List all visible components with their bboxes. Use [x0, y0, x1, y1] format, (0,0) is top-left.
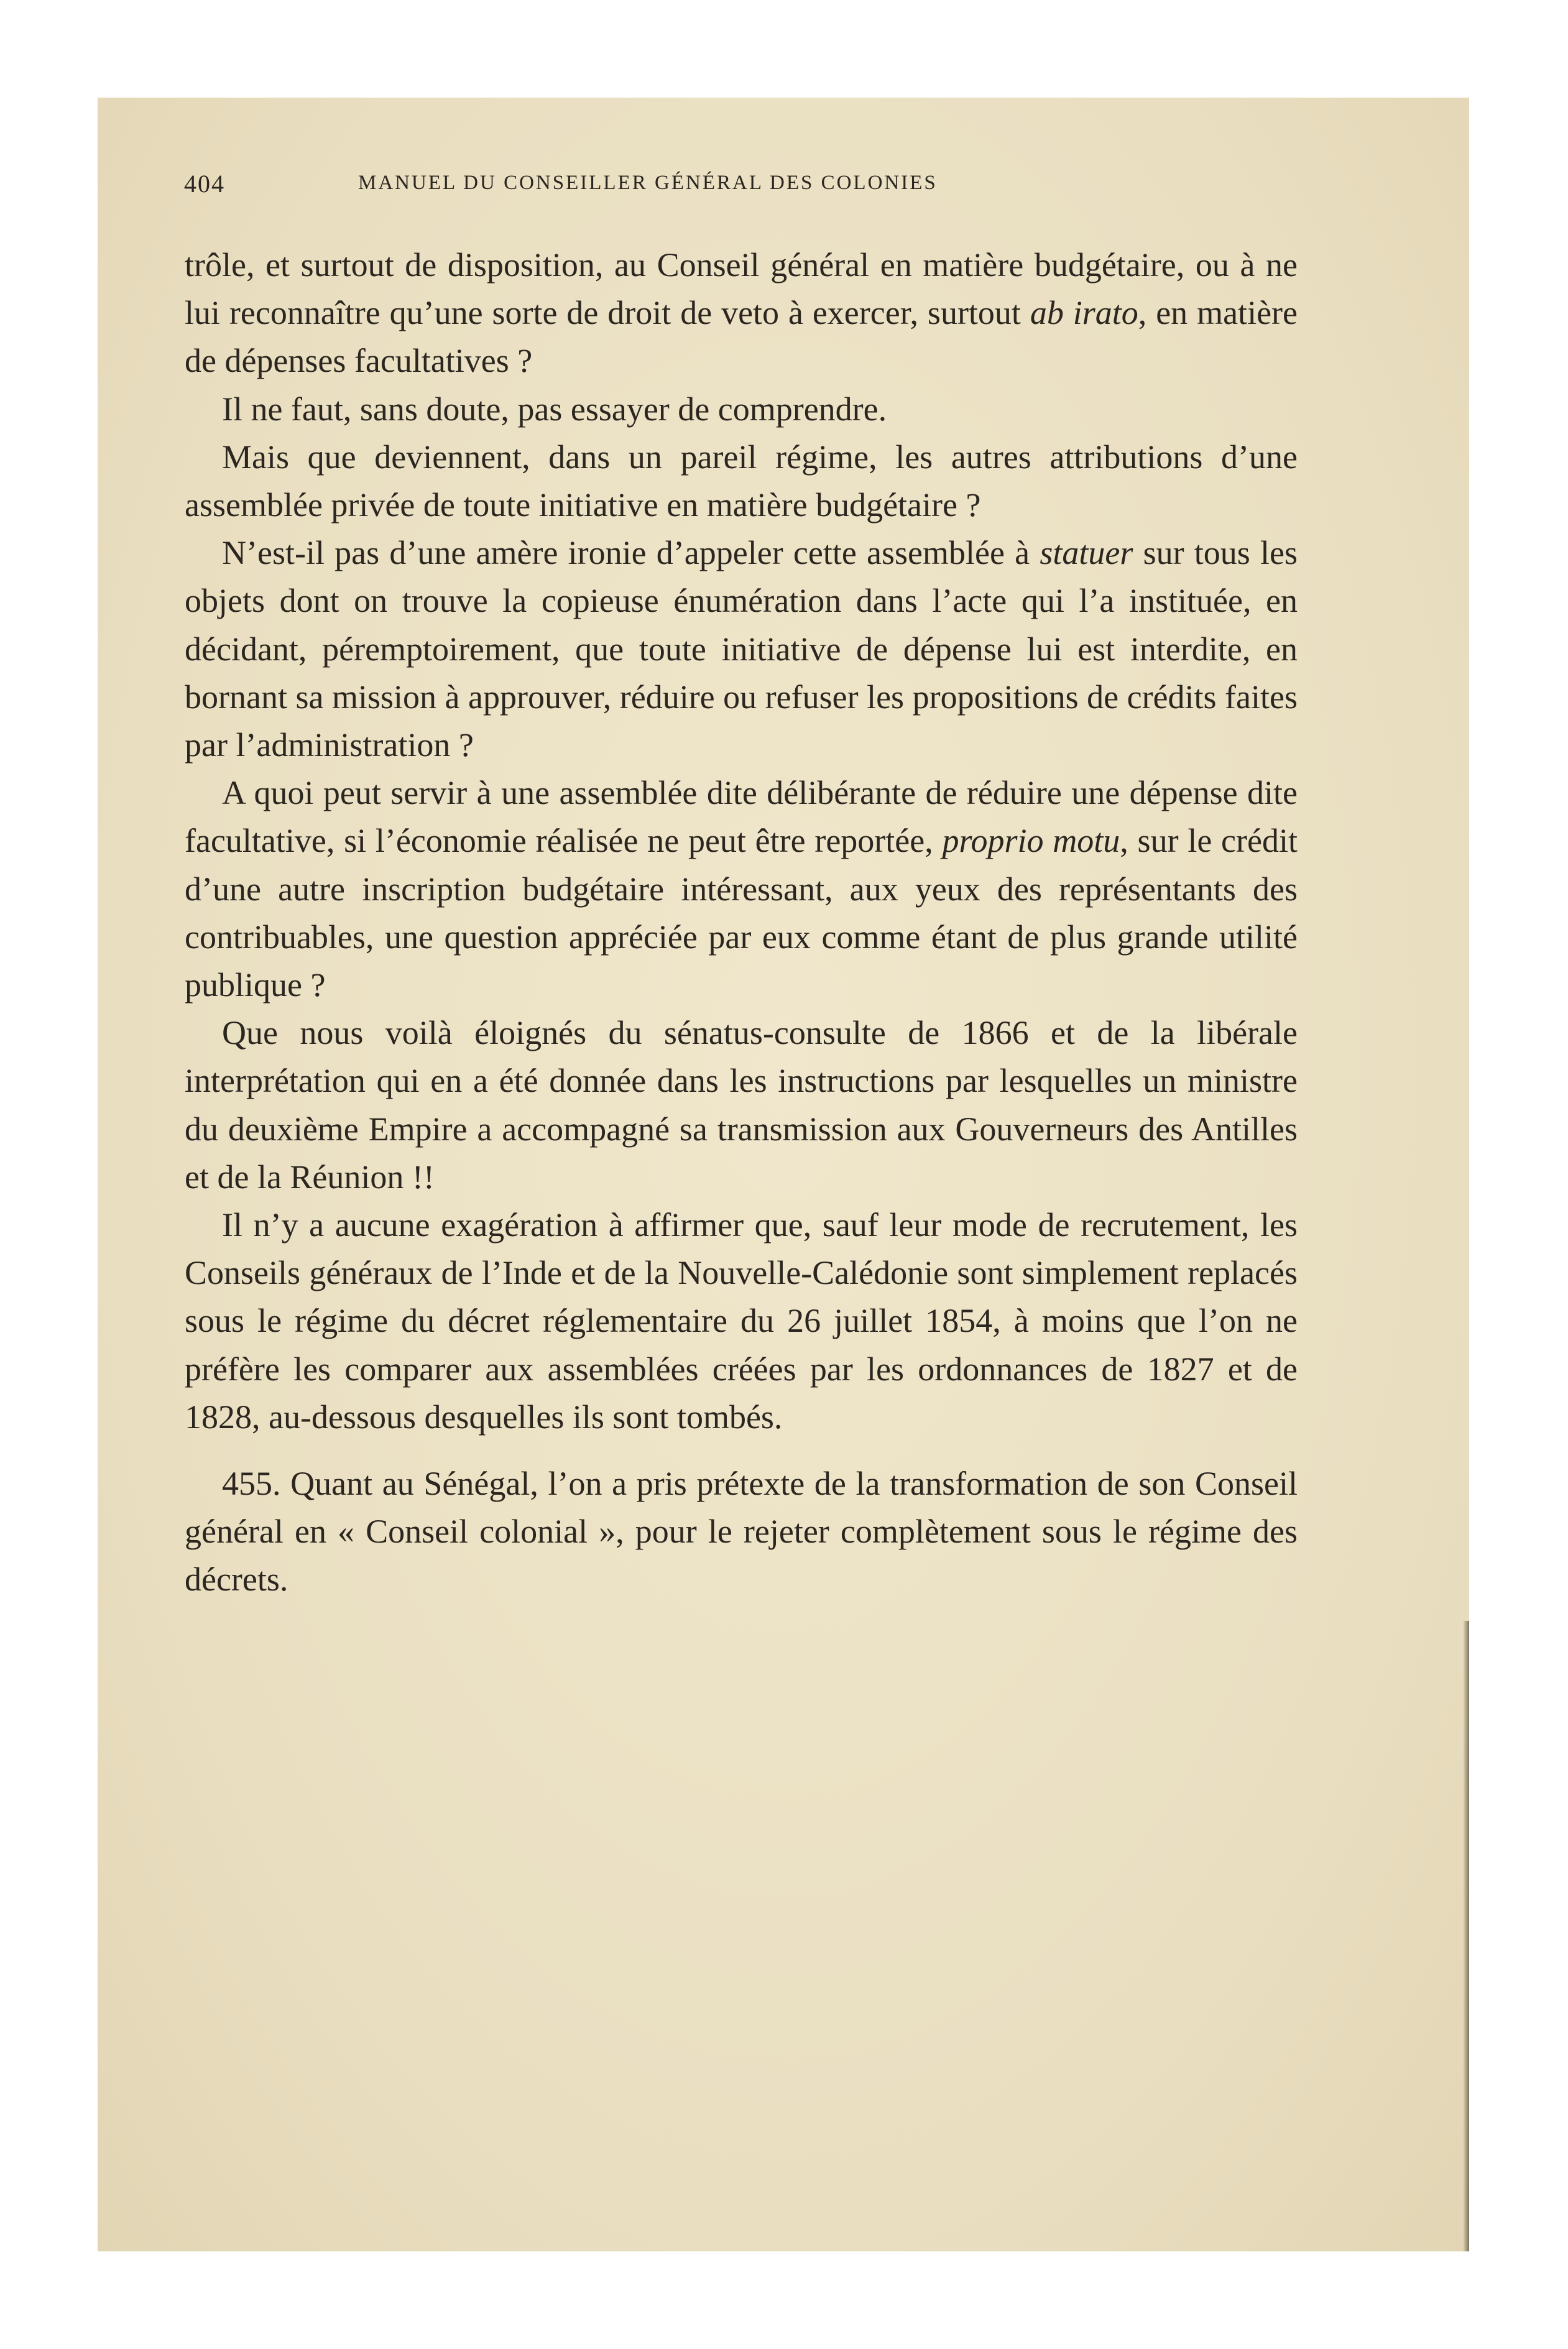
paragraph-text: Quant au Sénégal, l’on a pris prétexte de la transformation de son Conseil général en « Conseil colonial », pour le rejeter complètement sous le régime des décrets. — [185, 1465, 1298, 1599]
paragraph-text: A quoi peut servir à une assemblée dite délibérante de réduire une dépense dite facultative, si l’économie réalisée ne peut être reportée, — [185, 774, 1298, 860]
numbered-section-paragraph — [185, 1460, 1298, 1604]
italic-phrase: ab irato — [1030, 294, 1138, 332]
paragraph-text: , en matière de dépenses facultatives ? — [185, 294, 1298, 380]
running-head: MANUEL DU CONSEILLER GÉNÉRAL DES COLONIES — [358, 172, 938, 194]
page-spine-shadow — [1463, 1621, 1469, 2251]
italic-phrase: proprio motu — [942, 822, 1120, 860]
paragraph: Il ne faut, sans doute, pas essayer de comprendre. — [222, 390, 887, 428]
paragraph-text: N’est-il pas d’une amère ironie d’appeler cette assemblée à — [222, 534, 1040, 572]
page-number: 404 — [184, 170, 225, 198]
paragraph — [185, 769, 1298, 1009]
paragraph: Que nous voilà éloignés du sénatus-consulte de 1866 et de la libérale interprétation qui en a été donnée dans les instructions par lesquelles un ministre du deuxième Empire a accompagné sa transmission aux Gouverneurs des Antilles et de la Réunion !! — [185, 1014, 1298, 1196]
section-number: 455. — [222, 1465, 281, 1503]
paragraph-text: sur tous les objets dont on trouve la copieuse énumération dans l’acte qui l’a instituée, en décidant, péremptoirement, que toute initiative de dépense lui est interdite, en bornant sa mission à approuver, réduire ou refuser les propositions de crédits faites par l’administration ? — [185, 534, 1298, 764]
italic-word: statuer — [1040, 534, 1133, 572]
paragraph: Mais que deviennent, dans un pareil régime, les autres attributions d’une assemblée privée de toute initiative en matière budgétaire ? — [185, 438, 1298, 524]
paragraph-text: , sur le crédit d’une autre inscription budgétaire intéressant, aux yeux des représentants des contribuables, une question appréciée par eux comme étant de plus grande utilité publique ? — [185, 822, 1298, 1004]
paragraph: Il n’y a aucune exagération à affirmer que, sauf leur mode de recrutement, les Conseils généraux de l’Inde et de la Nouvelle-Calédonie sont simplement replacés sous le régime du décret réglementaire du 26 juillet 1854, à moins que l’on ne préfère les comparer aux assemblées créées par les ordonnances de 1827 et de 1828, au-dessous desquelles ils sont tombés. — [185, 1206, 1298, 1436]
body-text — [185, 241, 1298, 1604]
paragraph-continuation — [185, 241, 1298, 385]
paragraph — [185, 529, 1298, 769]
paragraph-text: trôle, et surtout de disposition, au Conseil général en matière budgétaire, ou à ne lui reconnaître qu’une sorte de droit de veto à exercer, surtout — [185, 246, 1298, 332]
